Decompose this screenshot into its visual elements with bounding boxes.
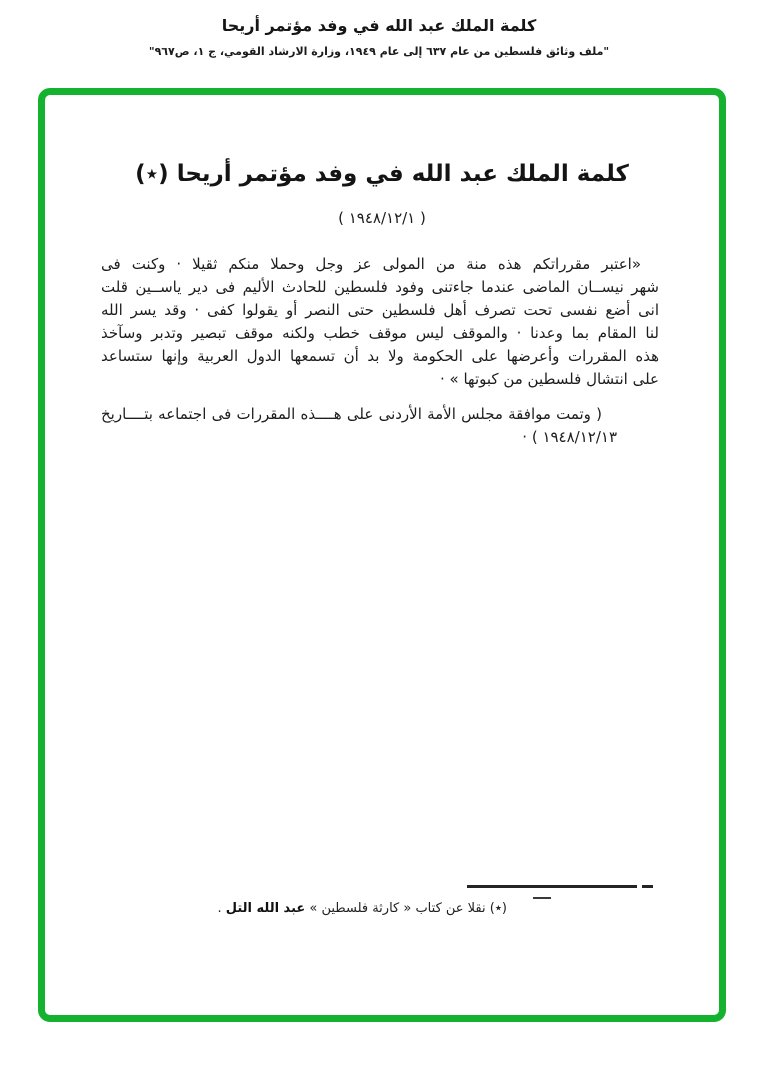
footnote-divider-small-dash [533,897,551,899]
footnote [217,901,507,916]
text-line: ( وتمت موافقة مجلس الأمة الأردنى على هــــذه المقررات فى اجتماعه بتــــاريخ [101,405,602,423]
footnote-period: . [217,901,226,916]
green-page-frame [38,88,726,1022]
header-title: كلمة الملك عبد الله في وفد مؤتمر أريحا [221,16,537,35]
text-line: هذه المقررات وأعرضها على الحكومة ولا بد أن تسمعها الدول العربية وإنها ستساعد [101,347,659,365]
text-line: على انتشال فلسطين من كبوتها » · [440,370,659,388]
text-line: انى أضع نفسى تحت تصرف أهل فلسطين حتى النصر أو يقولوا كفى · وقد يسر الله [101,301,659,319]
document-date: ( ١٩٤٨/١٢/١ ) [338,209,426,227]
paragraph-approval-note [101,403,659,449]
footnote-author: عبد الله التل [225,901,306,916]
document-title: كلمة الملك عبد الله في وفد مؤتمر أريحا (٭) [135,161,629,187]
paragraph-speech [101,253,659,391]
footnote-text: (٭) نقلا عن كتاب « كارثة فلسطين » [305,901,507,916]
header-source-citation: "ملف وثائق فلسطين من عام ٦٣٧ إلى عام ١٩٤٩، وزارة الارشاد القومي، ج ١، ص٩٦٧" [148,45,610,58]
text-line: لنا المقام بما وعدنا · والموقف ليس موقف خطب ولكنه موقف تبصير وتدبر وسآخذ [101,324,659,342]
footnote-divider-dash [642,885,653,888]
text-line: شهر نيســان الماضى عندما جاءتنى وفود فلسطين للحادث الأليم فى دير ياســين قلت [101,278,659,296]
footnote-divider [467,885,637,888]
text-line: «اعتبر مقرراتكم هذه منة من المولى عز وجل وحملا منكم ثقيلا · وكنت فى [101,255,641,273]
text-line: ١٩٤٨/١٢/١٣ ) · [522,428,617,446]
